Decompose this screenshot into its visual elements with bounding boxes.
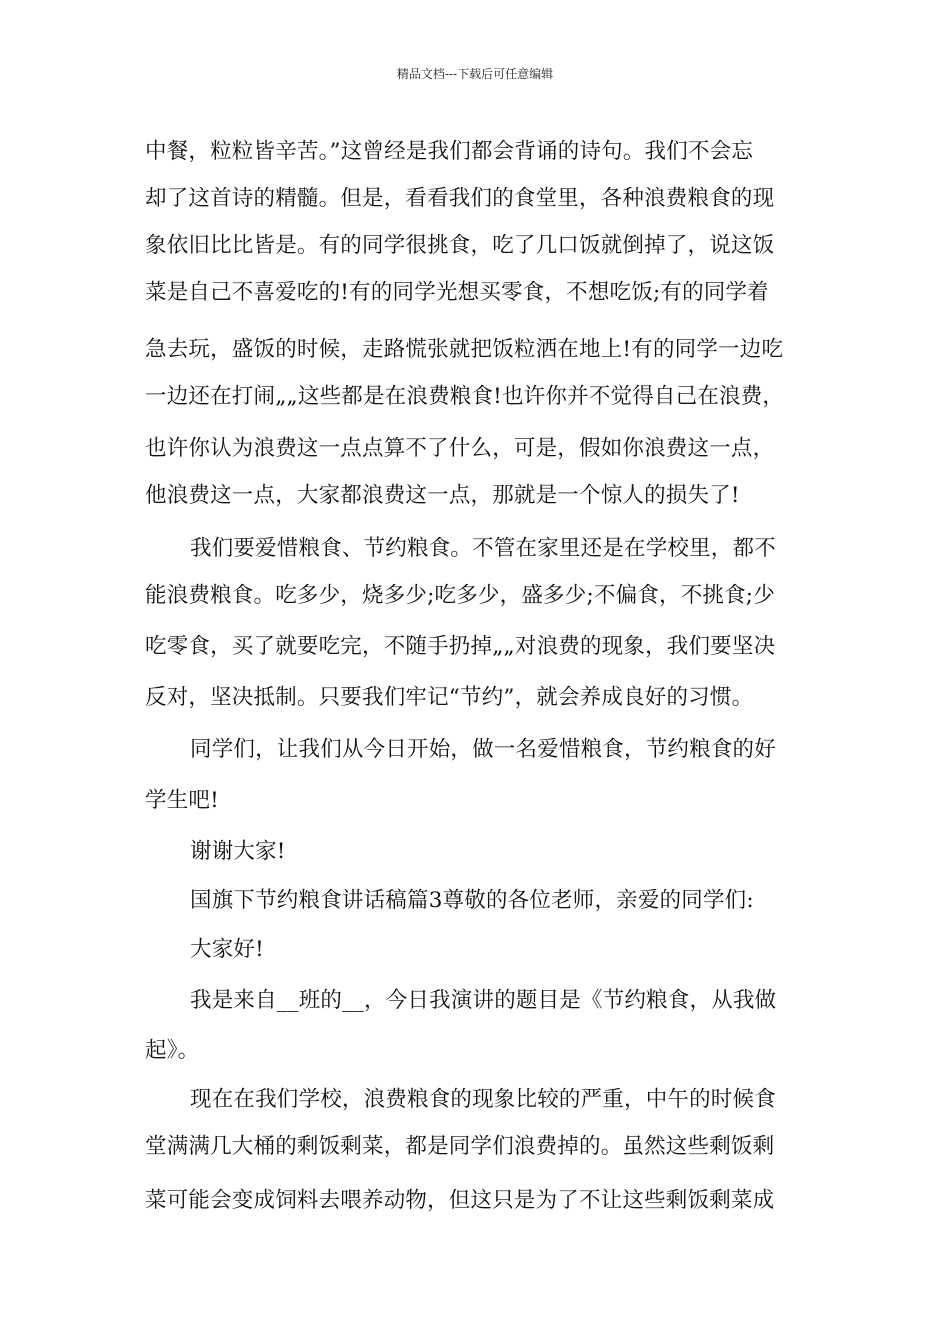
text-line: 菜是自己不喜爱吃的!有的同学光想买零食，不想吃饭;有的同学着 [145,280,769,305]
text-line: 能浪费粮食。吃多少，烧多少;吃多少，盛多少;不偏食，不挑食;少 [145,583,775,608]
text-line: 急去玩，盛饭的时候，走路慌张就把饭粒洒在地上!有的同学一边吃 [145,337,784,362]
text-line: 也许你认为浪费这一点点算不了什么，可是，假如你浪费这一点， [145,436,775,461]
paragraph-start-line: 谢谢大家! [190,839,286,864]
text-line: 反对，坚决抵制。只要我们牢记“节约”，就会养成良好的习惯。 [145,685,754,710]
text-line: 菜可能会变成饲料去喂养动物，但这只是为了不让这些剩饭剩菜成 [145,1188,775,1213]
text-line: 起》。 [145,1038,200,1063]
paragraph-start-line: 我是来自__班的__，今日我演讲的题目是《节约粮食，从我做 [190,988,777,1013]
text-line: 一边还在打闹„„这些都是在浪费粮食!也许你并不觉得自己在浪费， [145,384,785,409]
page-header: 精品文档---下载后可任意编辑 [396,67,554,81]
text-line: 堂满满几大桶的剩饭剩菜，都是同学们浪费掉的。虽然这些剩饭剩 [145,1134,775,1159]
paragraph-start-line: 同学们，让我们从今日开始，做一名爱惜粮食，节约粮食的好 [190,737,776,762]
section-heading-line: 国旗下节约粮食讲话稿篇3尊敬的各位老师，亲爱的同学们: [190,888,754,913]
text-line: 学生吧! [145,788,219,813]
text-line: 吃零食，买了就要吃完，不随手扔掉„„对浪费的现象，我们要坚决 [145,634,776,659]
paragraph-start-line: 我们要爱惜粮食、节约粮食。不管在家里还是在学校里，都不 [190,536,776,561]
text-line: 他浪费这一点，大家都浪费这一点，那就是一个惊人的损失了! [145,483,740,508]
text-line: 象依旧比比皆是。有的同学很挑食，吃了几口饭就倒掉了，说这饭 [145,233,775,258]
text-line: 中餐，粒粒皆辛苦。”这曾经是我们都会背诵的诗句。我们不会忘 [145,139,754,164]
greeting-line: 大家好! [190,937,264,962]
text-line: 却了这首诗的精髓。但是，看看我们的食堂里，各种浪费粮食的现 [145,186,775,211]
paragraph-start-line: 现在在我们学校，浪费粮食的现象比较的严重，中午的时候食 [190,1087,776,1112]
